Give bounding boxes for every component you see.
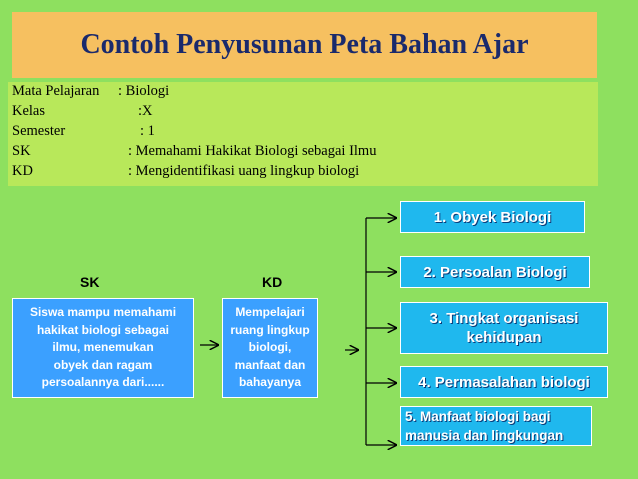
- info-label: KD: [12, 163, 33, 179]
- sk-header: SK: [80, 274, 100, 290]
- sk-box-line: hakikat biologi sebagai: [36, 322, 170, 337]
- info-label: Semester: [12, 123, 66, 139]
- sk-box: [12, 298, 194, 398]
- kd-box-line: ruang lingkup: [230, 322, 310, 337]
- info-value: : Memahami Hakikat Biologi sebagai Ilmu: [128, 143, 377, 159]
- kd-box: [222, 298, 318, 398]
- page-title: Contoh Penyusunan Peta Bahan Ajar: [80, 29, 529, 60]
- topic-box-1: [400, 201, 585, 233]
- topic-box-4: [400, 366, 608, 398]
- topic-box-5: [400, 406, 592, 446]
- topic-label: 4. Permasalahan biologi: [418, 373, 590, 391]
- sk-box-line: Siswa mampu memahami: [29, 305, 177, 320]
- topic-label-line: 3. Tingkat organisasi: [429, 310, 579, 327]
- topic-box-3: [400, 302, 608, 354]
- info-value: : Biologi: [118, 83, 170, 99]
- sk-box-line: obyek dan ragam: [53, 357, 153, 372]
- sk-box-line: ilmu, menemukan: [52, 340, 154, 355]
- info-value: : Mengidentifikasi uang lingkup biologi: [128, 163, 360, 179]
- kd-box-line: bahayanya: [238, 375, 302, 390]
- sk-box-line: persoalannya dari......: [41, 375, 165, 390]
- info-label: Mata Pelajaran: [12, 83, 100, 99]
- topic-label: 1. Obyek Biologi: [433, 208, 552, 226]
- kd-box-line: biologi,: [248, 340, 292, 355]
- topic-label: 2. Persoalan Biologi: [423, 263, 567, 281]
- topic-box-2: [400, 256, 590, 288]
- topic-label-line: 5. Manfaat biologi bagi: [405, 409, 551, 424]
- kd-box-line: manfaat dan: [234, 357, 306, 372]
- info-value: :X: [138, 103, 153, 119]
- info-value: : 1: [140, 123, 155, 139]
- info-label: Kelas: [12, 103, 46, 119]
- kd-box-line: Mempelajari: [235, 305, 305, 320]
- info-label: SK: [12, 143, 31, 159]
- topic-label-line: manusia dan lingkungan: [405, 428, 564, 443]
- topic-label-line: kehidupan: [466, 329, 542, 346]
- kd-header: KD: [262, 274, 283, 290]
